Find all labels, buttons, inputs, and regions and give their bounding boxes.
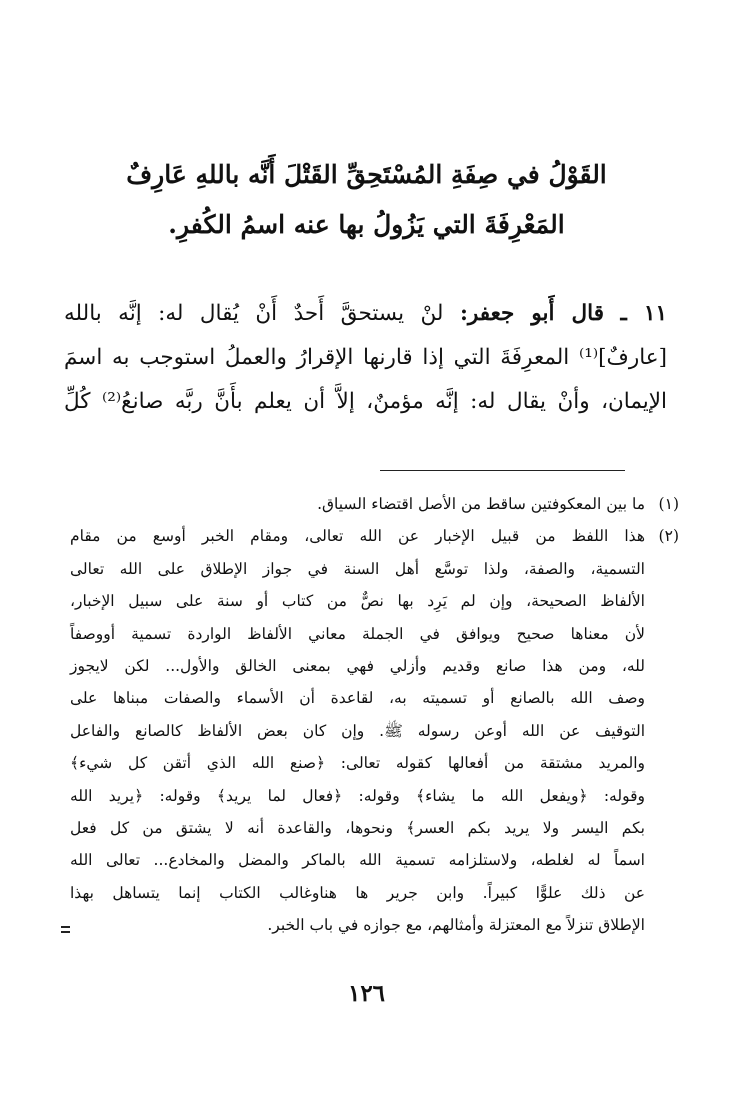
paragraph-line-3: الإيمان، وأنْ يقال له: إنَّه مؤمنٌ، إلاَّ أن يعلم بأَنَّ ربَّه صانعُ⁽²⁾ كُلِّ bbox=[64, 389, 667, 414]
footnote-line: لأن معناها صحيح ويوافق في الجملة معاني الألفاظ الواردة تسمية أووصفاً bbox=[70, 624, 645, 643]
footnote-number: (٢) bbox=[658, 527, 679, 546]
footnote-line: التسمية، والصفة، ولذا توسَّع أهل السنة في جواز الإطلاق على الله تعالى bbox=[70, 559, 645, 578]
margin-mark bbox=[61, 926, 70, 933]
footnote-line: عن ذلك علوًّا كبيراً. وابن جرير ها هناوغالب الكتاب إنما يتساهل بهذا bbox=[70, 883, 645, 902]
footnote-line: اسماً له لغلطه، ولاستلزامه تسمية الله بالماكر والمضل والمخادع... تعالى الله bbox=[70, 851, 645, 870]
footnote-line: وصف الله بالصانع أو تسميته به، لقاعدة أن الأسماء والصفات مبناها على bbox=[70, 689, 645, 708]
paragraph-speaker: قال أَبو جعفر: bbox=[459, 301, 605, 326]
paragraph-line-2: [عارفٌ]⁽¹⁾ المعرِفَةَ التي إذا قارنها الإقرارُ والعملُ استوجب به اسمَ bbox=[64, 345, 667, 370]
footnote-separator bbox=[380, 470, 625, 471]
paragraph-number: ١١ ـ bbox=[620, 301, 668, 326]
footnote-line: لله، ومن هذا صانع وقديم وأزلي فهي بمعنى الخالق والأول... لكن لايجوز bbox=[70, 657, 645, 676]
footnote-2 bbox=[70, 520, 679, 941]
footnote-line: الألفاظ الصحيحة، وإن لم يَرِد بها نصٌّ من كتاب أو سنة على سبيل الإخبار، bbox=[70, 592, 645, 611]
footnote-line: ما بين المعكوفتين ساقط من الأصل اقتضاء السياق. bbox=[317, 495, 645, 513]
footnote-line: الإطلاق تنزلاً مع المعتزلة وأمثالهم، مع جوازه في باب الخبر. bbox=[267, 916, 645, 935]
heading-line-2: المَعْرِفَةَ التي يَزُولُ بها عنه اسمُ الكُفرِ. bbox=[168, 210, 565, 239]
footnotes bbox=[70, 488, 679, 942]
footnote-line: التوقيف عن الله أوعن رسوله ﷺ. وإن كان بعض الألفاظ كالصانع والفاعل bbox=[70, 721, 645, 740]
footnote-line: بكم اليسر ولا يريد بكم العسر﴾ ونحوها، والقاعدة أنه لا يشتق من كل فعل bbox=[70, 819, 645, 838]
paragraph-line-1-text: لنْ يستحقَّ أَحدٌ أَنْ يُقال له: إنَّه بالله bbox=[64, 301, 444, 326]
footnote-line: وقوله: ﴿ويفعل الله ما يشاء﴾ وقوله: ﴿فعال لما يريد﴾ وقوله: ﴿يريد الله bbox=[70, 786, 645, 805]
paragraph-line-1 bbox=[64, 292, 667, 336]
footnote-number: (١) bbox=[658, 495, 679, 513]
footnote-line: والمريد مشتقة من أفعالها كقوله تعالى: ﴿صنع الله الذي أتقن كل شيء﴾ bbox=[70, 754, 645, 773]
heading-line-1: القَوْلُ في صِفَةِ المُسْتَحِقِّ القَتْلَ أَنَّه باللهِ عَارِفٌ bbox=[126, 160, 607, 189]
main-paragraph bbox=[64, 292, 667, 424]
footnote-line: هذا اللفظ من قبيل الإخبار عن الله تعالى، ومقام الخبر أوسع من مقام bbox=[70, 527, 645, 546]
section-heading bbox=[60, 150, 673, 250]
footnote-1 bbox=[70, 488, 679, 520]
page-number: ١٢٦ bbox=[347, 980, 386, 1007]
